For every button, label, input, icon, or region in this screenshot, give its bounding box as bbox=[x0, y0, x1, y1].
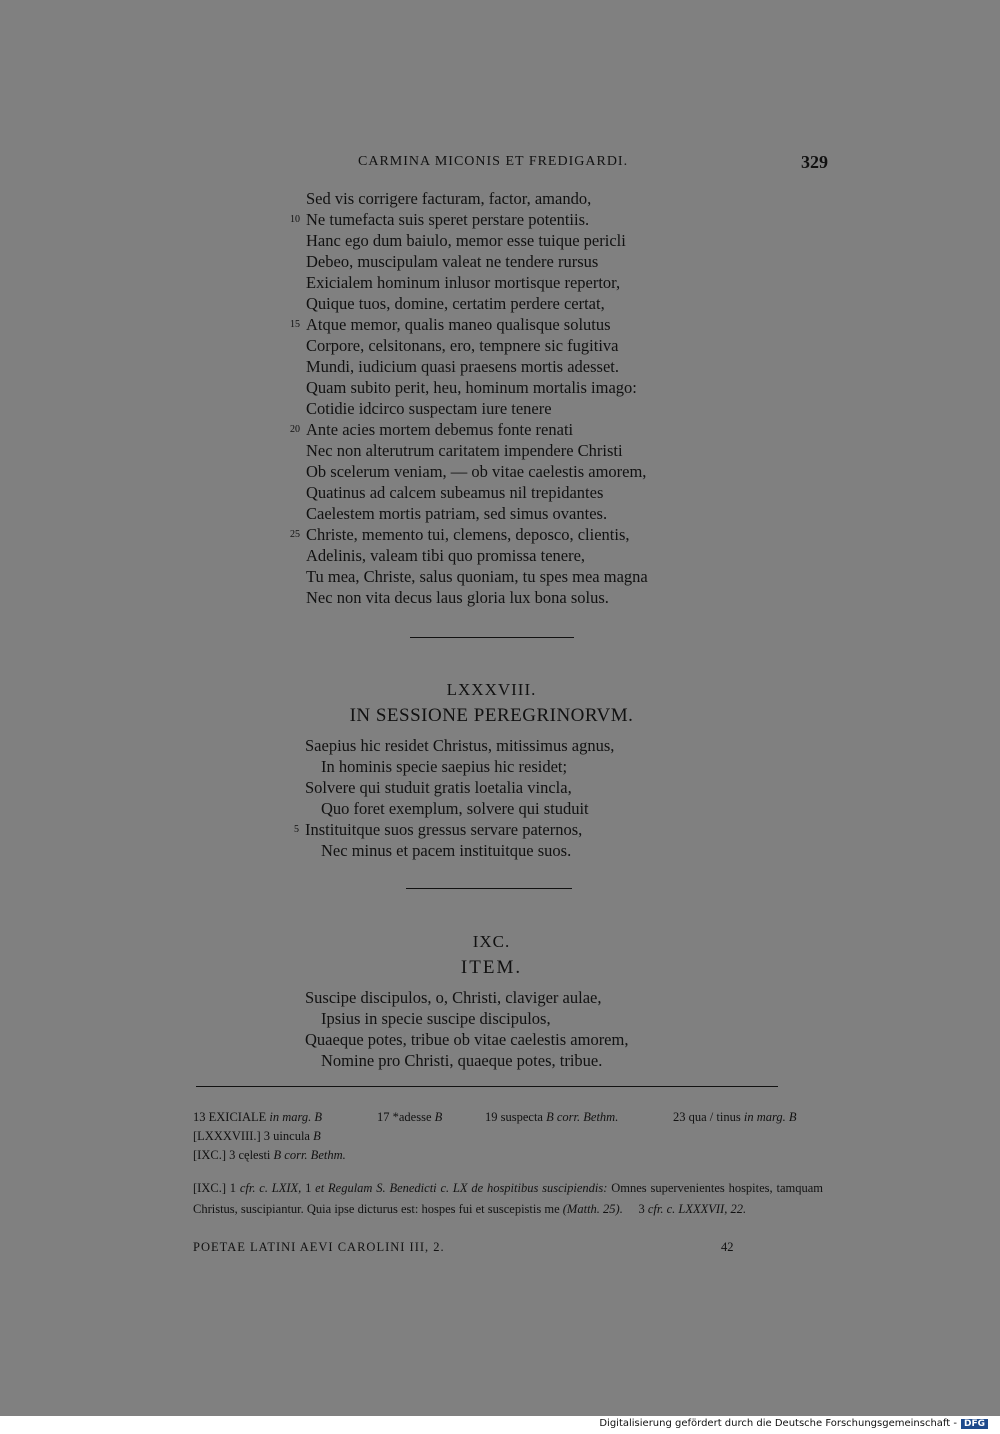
verse-line bbox=[306, 482, 603, 503]
verse-line bbox=[306, 188, 591, 209]
section-divider bbox=[410, 637, 574, 638]
verse-line bbox=[306, 293, 605, 314]
apparatus-note: in marg. B bbox=[269, 1110, 323, 1124]
critical-apparatus bbox=[193, 1108, 823, 1165]
verse-text: Atque memor, qualis maneo qualisque solutus bbox=[306, 315, 611, 334]
apparatus-note: B bbox=[434, 1110, 443, 1124]
verse-line bbox=[306, 230, 626, 251]
section-divider bbox=[406, 888, 572, 889]
verse-text: Quaeque potes, tribue ob vitae caelestis amorem, bbox=[305, 1030, 629, 1049]
apparatus-note: B corr. Bethm. bbox=[546, 1110, 619, 1124]
verse-line bbox=[321, 1050, 602, 1071]
verse-text: Quatinus ad calcem subeamus nil trepidantes bbox=[306, 483, 604, 502]
verse-text: Adelinis, valeam tibi quo promissa tenere, bbox=[306, 546, 586, 565]
verse-line bbox=[294, 819, 583, 840]
verse-text: Nec minus et pacem instituitque suos. bbox=[321, 841, 572, 860]
verse-line bbox=[305, 735, 614, 756]
verse-text: Nomine pro Christi, quaeque potes, tribue. bbox=[321, 1051, 603, 1070]
verse-line bbox=[321, 756, 567, 777]
verse-line bbox=[290, 419, 574, 440]
running-head: CARMINA MICONIS ET FREDIGARDI. bbox=[358, 154, 629, 169]
section-number: LXXXVIII. bbox=[446, 680, 537, 699]
verse-text: Cotidie idcirco suspectam iure tenere bbox=[306, 399, 552, 418]
verse-text: Christe, memento tui, clemens, deposco, clientis, bbox=[306, 525, 630, 544]
verse-line bbox=[306, 503, 607, 524]
verse-line bbox=[306, 272, 620, 293]
verse-line bbox=[290, 524, 630, 545]
verse-text: Ob scelerum veniam, — ob vitae caelestis amorem, bbox=[306, 462, 647, 481]
verse-text: Hanc ego dum baiulo, memor esse tuique pericli bbox=[306, 231, 626, 250]
apparatus-line bbox=[193, 1146, 823, 1165]
digitization-credit bbox=[599, 1418, 988, 1429]
section-title: ITEM. bbox=[460, 957, 523, 978]
apparatus-note: B bbox=[313, 1129, 321, 1143]
verse-line bbox=[306, 440, 623, 461]
verse-text: Caelestem mortis patriam, sed simus ovantes. bbox=[306, 504, 608, 523]
verse-text: Solvere qui studuit gratis loetalia vincla, bbox=[305, 778, 572, 797]
verse-text: Nec non vita decus laus gloria lux bona solus. bbox=[306, 588, 609, 607]
signature-number: 42 bbox=[721, 1240, 734, 1254]
verse-text: Debeo, muscipulam valeat ne tendere rursus bbox=[306, 252, 599, 271]
verse-text: Mundi, iudicium quasi praesens mortis adesset. bbox=[306, 357, 619, 376]
verse-line bbox=[305, 1029, 628, 1050]
apparatus-line bbox=[193, 1108, 823, 1127]
verse-line bbox=[306, 251, 598, 272]
reference-notes: [IXC.] 1 cfr. c. LXIX, 1 et Regulam S. Benedicti c. LX de hospitibus suscipiendis: Omnes supervenientes hospites, tamquam Christus, suscipiantur. Quia ipse dicturus est: hospes fui et suscepistis me (Matth. 25). 3 cfr. c. LXXXVII, 22. bbox=[193, 1181, 823, 1216]
verse-text: Saepius hic residet Christus, mitissimus agnus, bbox=[305, 736, 615, 755]
verse-text: Corpore, celsitonans, ero, tempnere sic fugitiva bbox=[306, 336, 619, 355]
verse-line bbox=[306, 461, 646, 482]
apparatus-rule bbox=[196, 1086, 778, 1087]
verse-text: Ipsius in specie suscipe discipulos, bbox=[321, 1009, 551, 1028]
verse-line bbox=[306, 566, 648, 587]
apparatus-entry: 13 EXICIALE bbox=[193, 1110, 267, 1124]
credit-text: Digitalisierung gefördert durch die Deutsche Forschungsgemeinschaft - bbox=[599, 1418, 957, 1429]
verse-text: Instituitque suos gressus servare paternos, bbox=[305, 820, 583, 839]
verse-line bbox=[290, 314, 611, 335]
verse-text: Ante acies mortem debemus fonte renati bbox=[306, 420, 574, 439]
verse-text: Tu mea, Christe, salus quoniam, tu spes mea magna bbox=[306, 567, 648, 586]
page-footer bbox=[193, 1240, 823, 1258]
apparatus-entry: 19 suspecta bbox=[485, 1110, 543, 1124]
dfg-logo: DFG bbox=[961, 1419, 988, 1429]
verse-line bbox=[306, 545, 585, 566]
verse-text: Exicialem hominum inlusor mortisque repertor, bbox=[306, 273, 621, 292]
section-number: IXC. bbox=[472, 932, 511, 951]
line-number: 25 bbox=[290, 529, 300, 540]
verse-line bbox=[321, 840, 571, 861]
section-title: IN SESSIONE PEREGRINORVM. bbox=[349, 705, 634, 726]
verse-text: Nec non alterutrum caritatem impendere Christi bbox=[306, 441, 623, 460]
verse-text: In hominis specie saepius hic residet; bbox=[321, 757, 568, 776]
apparatus-entry: [IXC.] 3 cęlesti bbox=[193, 1148, 271, 1162]
page-header bbox=[180, 150, 830, 174]
verse-line bbox=[306, 335, 619, 356]
page-number: 329 bbox=[801, 152, 828, 172]
verse-line bbox=[306, 377, 637, 398]
verse-text: Sed vis corrigere facturam, factor, amando, bbox=[306, 189, 592, 208]
apparatus-line bbox=[193, 1127, 823, 1146]
verse-line bbox=[290, 209, 590, 230]
verse-text: Suscipe discipulos, o, Christi, claviger aulae, bbox=[305, 988, 602, 1007]
line-number: 15 bbox=[290, 319, 300, 330]
verse-line bbox=[305, 777, 572, 798]
verse-text: Quam subito perit, heu, hominum mortalis imago: bbox=[306, 378, 637, 397]
line-number: 20 bbox=[290, 424, 300, 435]
line-number: 10 bbox=[290, 214, 300, 225]
apparatus-note: in marg. B bbox=[743, 1110, 797, 1124]
verse-line bbox=[321, 798, 589, 819]
verse-line bbox=[306, 398, 552, 419]
verse-line bbox=[306, 356, 619, 377]
verse-line bbox=[321, 1008, 551, 1029]
verse-line bbox=[306, 587, 609, 608]
apparatus-entry: 17 *adesse bbox=[377, 1110, 432, 1124]
verse-text: Quo foret exemplum, solvere qui studuit bbox=[321, 799, 589, 818]
verse-text: Quique tuos, domine, certatim perdere certat, bbox=[306, 294, 605, 313]
line-number: 5 bbox=[294, 824, 299, 835]
verse-line bbox=[305, 987, 601, 1008]
apparatus-entry: [LXXXVIII.] 3 uincula bbox=[193, 1129, 310, 1143]
apparatus-entry: 23 qua / tinus bbox=[673, 1110, 741, 1124]
verse-text: Ne tumefacta suis speret perstare potentiis. bbox=[306, 210, 590, 229]
series-title: POETAE LATINI AEVI CAROLINI III, 2. bbox=[193, 1240, 445, 1254]
apparatus-note: B corr. Bethm. bbox=[273, 1148, 346, 1162]
